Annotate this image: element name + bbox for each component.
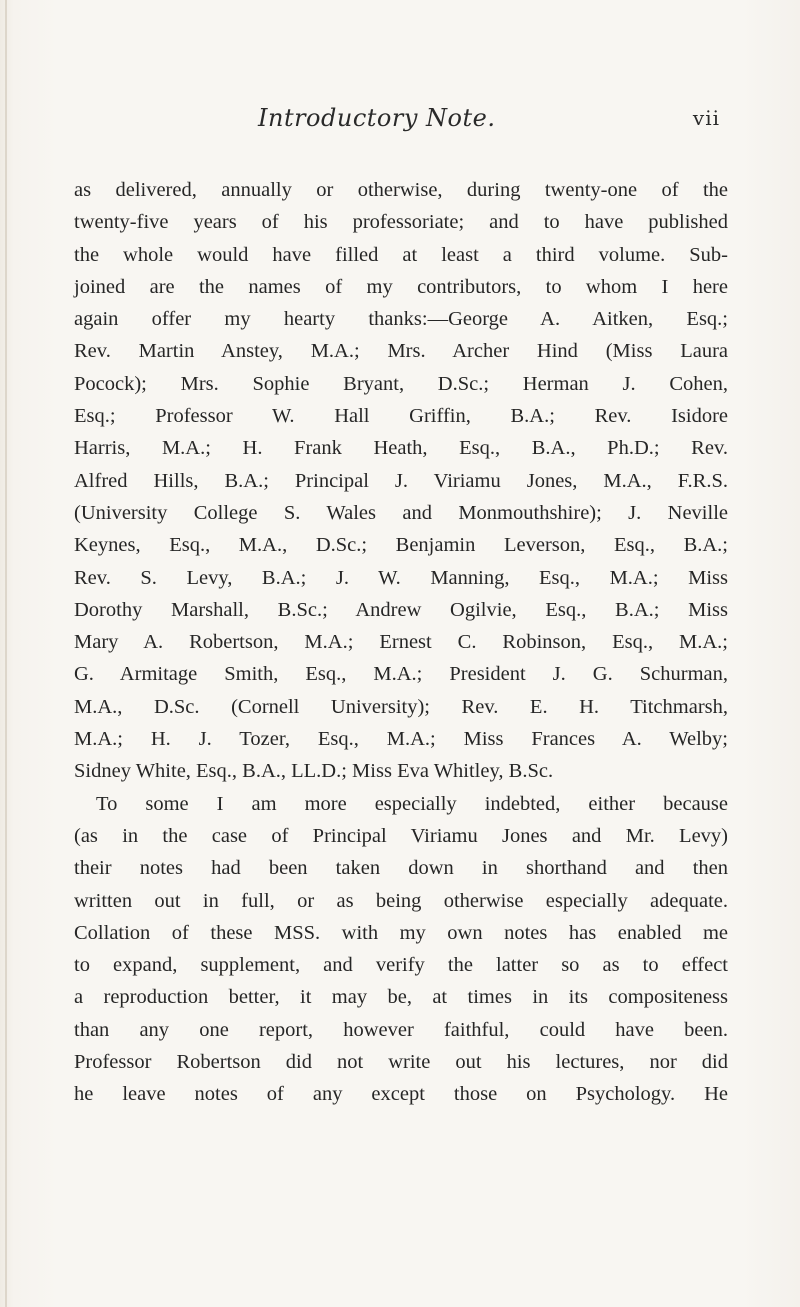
- body-text: [74, 174, 728, 1111]
- text-line: Alfred Hills, B.A.; Principal J. Viriamu Jones, M.A., F.R.S.: [74, 469, 728, 492]
- text-line: (as in the case of Principal Viriamu Jones and Mr. Levy): [74, 824, 728, 847]
- text-line: G. Armitage Smith, Esq., M.A.; President J. G. Schurman,: [74, 663, 728, 686]
- running-head-title: Introductory Note.: [258, 104, 496, 132]
- text-line: Dorothy Marshall, B.Sc.; Andrew Ogilvie, Esq., B.A.; Miss: [74, 598, 728, 621]
- text-line: he leave notes of any except those on Psychology. He: [74, 1083, 728, 1106]
- text-line: twenty-five years of his professoriate; and to have published: [74, 211, 728, 234]
- running-head: [74, 104, 728, 144]
- text-line: written out in full, or as being otherwise especially adequate.: [74, 889, 728, 912]
- page-number: vii: [692, 106, 720, 130]
- text-line: the whole would have filled at least a third volume. Sub-: [74, 243, 728, 266]
- text-line: Collation of these MSS. with my own notes has enabled me: [74, 921, 728, 944]
- page-gutter: [5, 0, 7, 1307]
- text-line: as delivered, annually or otherwise, during twenty-one of the: [74, 179, 728, 201]
- text-line: M.A.; H. J. Tozer, Esq., M.A.; Miss Frances A. Welby;: [74, 728, 728, 751]
- text-line: Rev. S. Levy, B.A.; J. W. Manning, Esq., M.A.; Miss: [74, 566, 728, 589]
- text-line: to expand, supplement, and verify the latter so as to effect: [74, 954, 728, 977]
- text-line: Pocock); Mrs. Sophie Bryant, D.Sc.; Herman J. Cohen,: [74, 372, 728, 395]
- text-line: again offer my hearty thanks:—George A. Aitken, Esq.;: [74, 308, 728, 331]
- text-line: Mary A. Robertson, M.A.; Ernest C. Robinson, Esq., M.A.;: [74, 631, 728, 654]
- text-line: their notes had been taken down in shorthand and then: [74, 857, 728, 880]
- text-line: than any one report, however faithful, could have been.: [74, 1018, 728, 1041]
- text-line: Professor Robertson did not write out his lectures, nor did: [74, 1051, 728, 1074]
- text-line: joined are the names of my contributors, to whom I here: [74, 275, 728, 298]
- text-line: Sidney White, Esq., B.A., LL.D.; Miss Eva Whitley, B.Sc.: [74, 760, 554, 783]
- text-line: Keynes, Esq., M.A., D.Sc.; Benjamin Leverson, Esq., B.A.;: [74, 534, 728, 557]
- paragraph-start-line: To some I am more especially indebted, either because: [96, 792, 728, 815]
- text-line: M.A., D.Sc. (Cornell University); Rev. E. H. Titchmarsh,: [74, 695, 728, 718]
- text-line: Rev. Martin Anstey, M.A.; Mrs. Archer Hind (Miss Laura: [74, 340, 728, 363]
- text-line: a reproduction better, it may be, at times in its compositeness: [74, 986, 728, 1009]
- text-line: (University College S. Wales and Monmouthshire); J. Neville: [74, 501, 728, 524]
- text-line: Harris, M.A.; H. Frank Heath, Esq., B.A., Ph.D.; Rev.: [74, 437, 728, 460]
- text-line: Esq.; Professor W. Hall Griffin, B.A.; Rev. Isidore: [74, 405, 728, 428]
